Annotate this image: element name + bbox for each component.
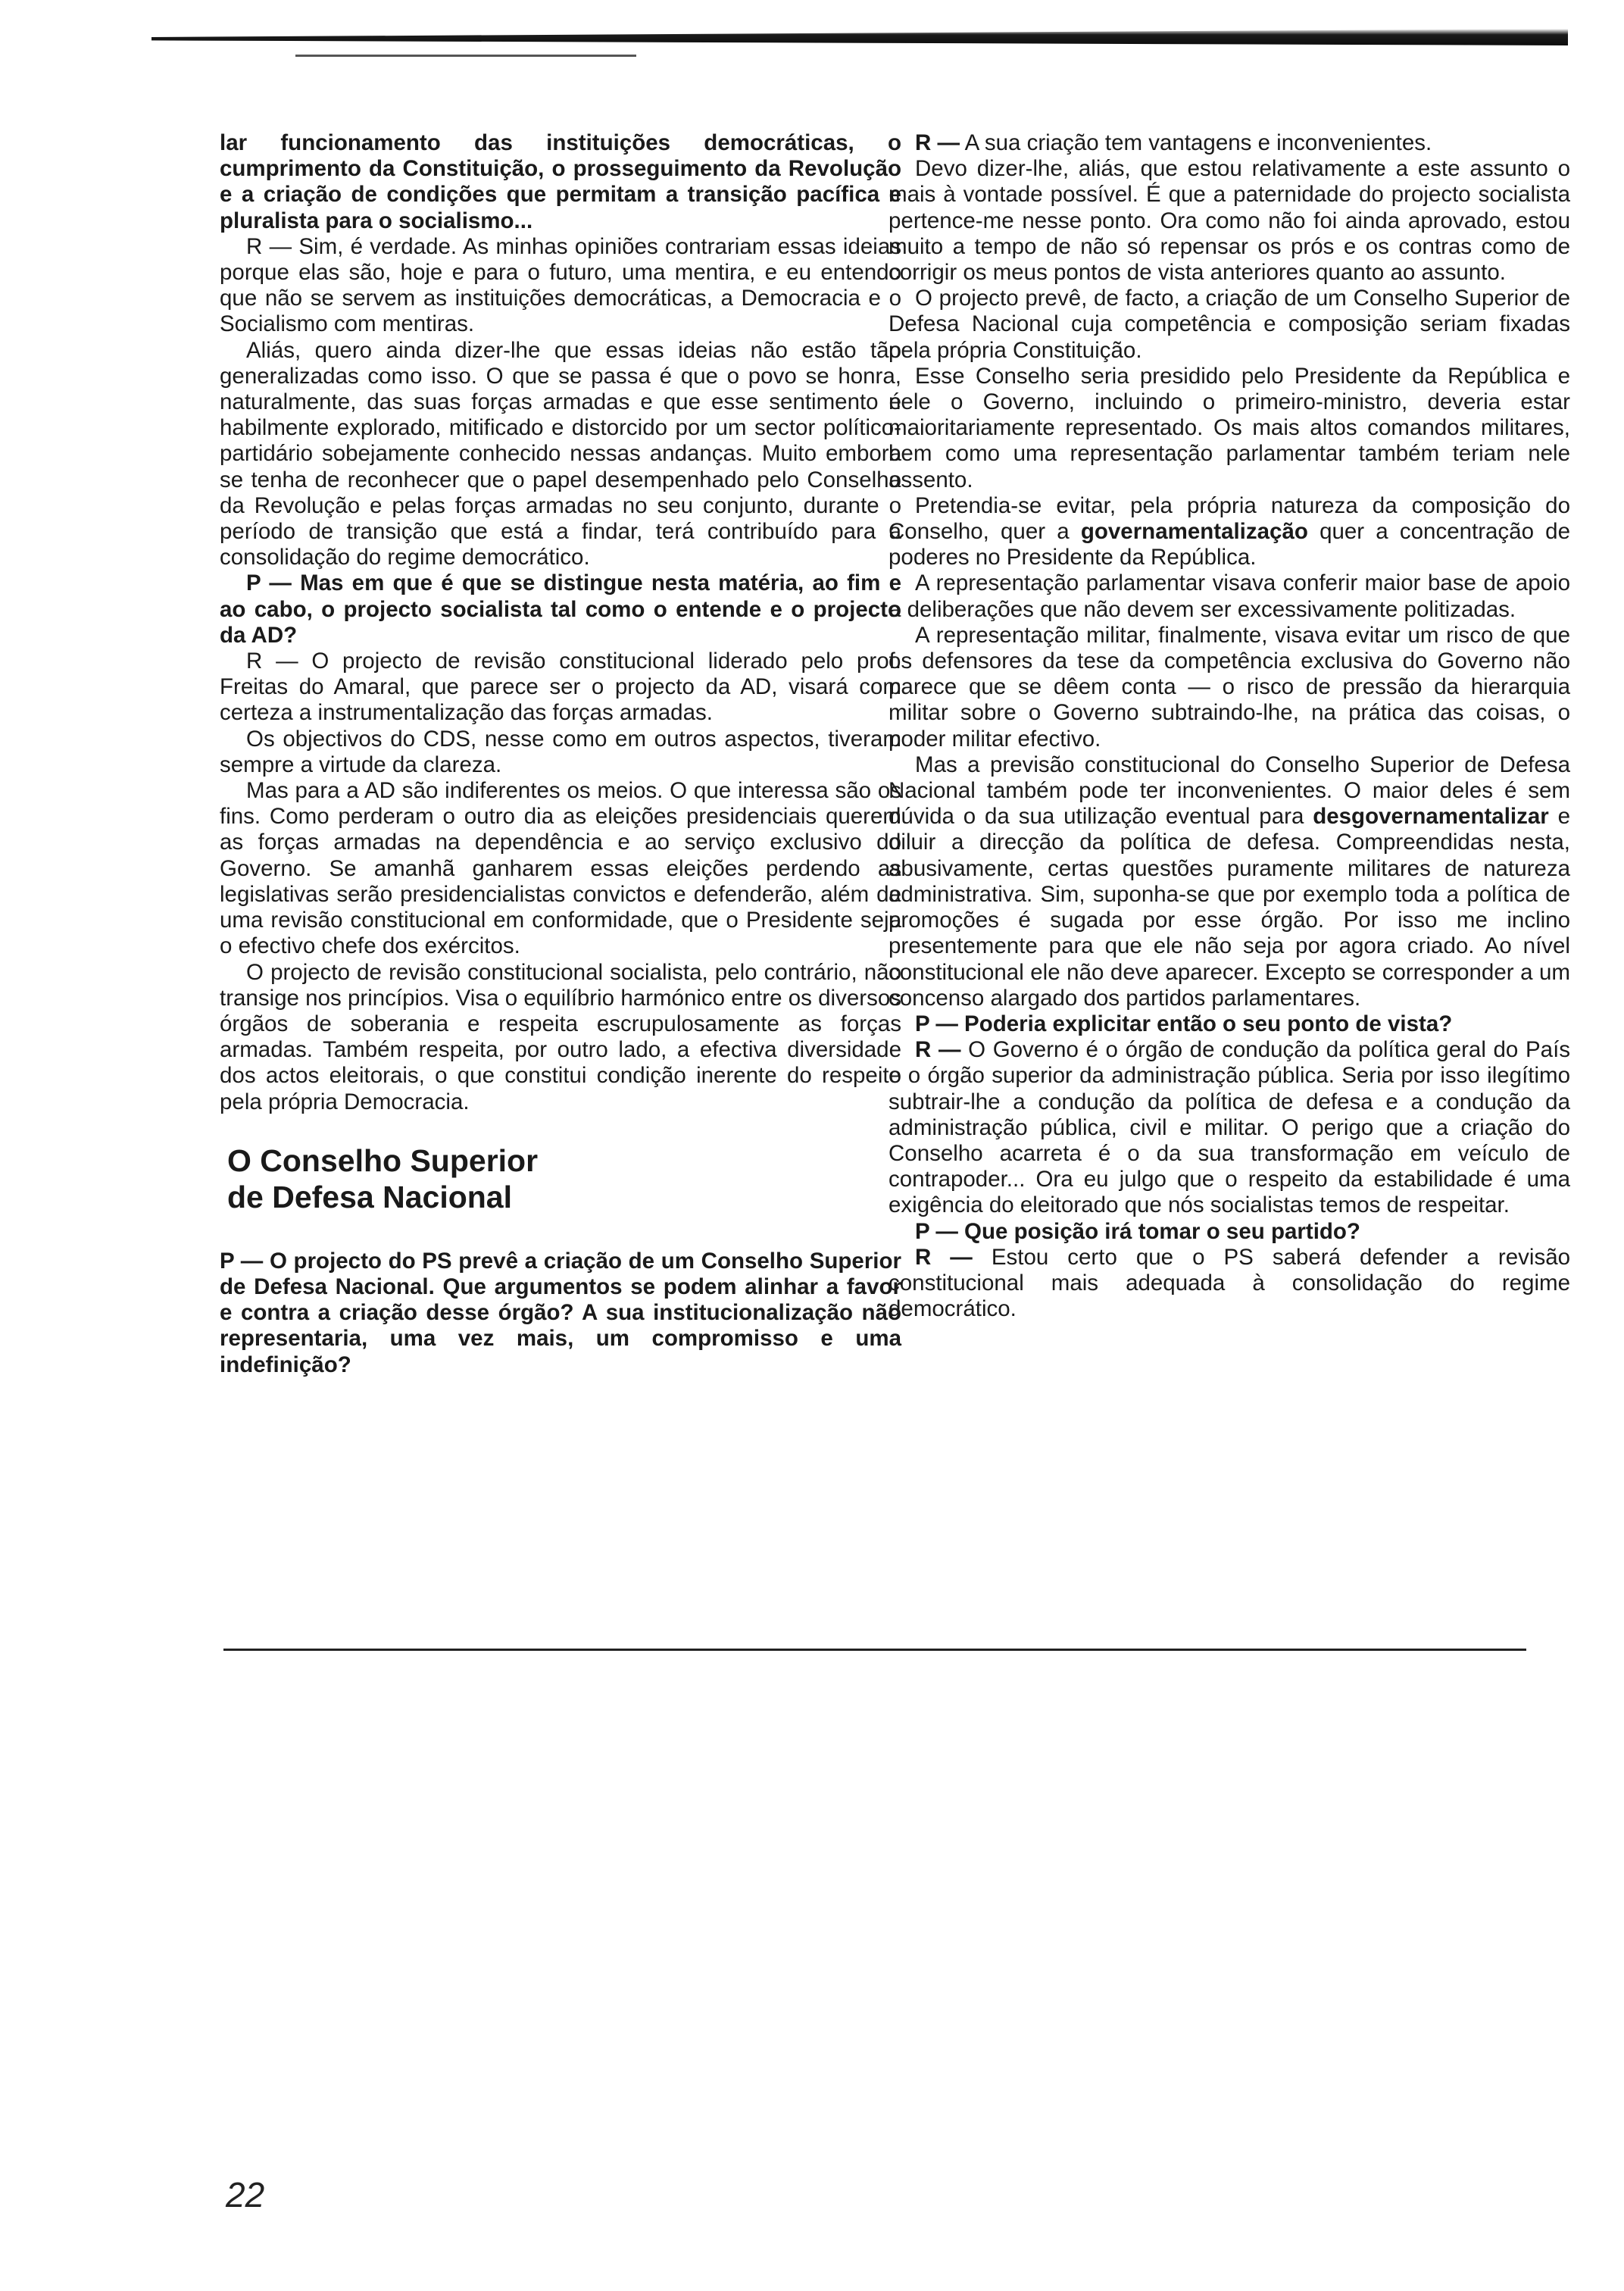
question-label: P — (246, 570, 292, 596)
body-paragraph: Mas para a AD são indiferentes os meios. O que interessa são os fins. Como perderam o outro dia as eleições presidenciais querem as forças armadas na dependência e ao serviço exclusivo do Governo. Se amanhã ganharem essas eleições perdendo as legislativas serão presidencialistas convictos e defenderão, além de uma revisão constitucional em conformidade, que o Presidente seja o efectivo chefe dos exércitos. (220, 778, 901, 959)
body-paragraph (889, 752, 1570, 1011)
answer-label: R — (246, 649, 298, 674)
text-span: e diluir a direcção da política de defesa. Compreendidas nesta, abusivamente, certas questões puramente militares de natureza administrativa. Sim, suponha-se que por exemplo toda a política de promoções é sugada por esse órgão. Por isso me inclino presentemente para que ele não seja por agora criado. Ao nível constitucional ele não deve aparecer. Excepto se corresponder a um concenso alargado dos partidos parlamentares. (889, 804, 1571, 1011)
answer-text: O Governo é o órgão de condução da política geral do País e o órgão superior da administração pública. Seria por isso ilegítimo subtrair-lhe a condução da política de defesa e a condução da administração pública, civil e militar. O perigo que a criação do Conselho acarreta é o da sua transformação em veículo de contrapoder... Ora eu julgo que o respeito da estabilidade é uma exigência do eleitorado que nós socialistas temos de respeitar. (889, 1037, 1571, 1218)
body-paragraph: Devo dizer-lhe, aliás, que estou relativamente a este assunto o mais à vontade possível. É que a paternidade do projecto socialista pertence-me nesse ponto. Ora como não foi ainda aprovado, estou muito a tempo de não só repensar os prós e os contras como de corrigir os meus pontos de vista anteriores quanto ao assunto. (889, 156, 1570, 286)
body-paragraph: A representação militar, finalmente, visava evitar um risco de que os defensores da tese da competência exclusiva do Governo não parece que se dêem conta — o risco de pressão da hierarquia militar sobre o Governo subtraindo-lhe, na prática das coisas, o poder militar efectivo. (889, 622, 1570, 752)
question-paragraph (889, 1011, 1570, 1037)
answer-label: R — (915, 1244, 973, 1270)
text-span: Pretendia-se evitar, pela própria natureza da composição do Conselho, quer a (889, 492, 1570, 545)
answer-paragraph (889, 1037, 1570, 1218)
body-paragraph: Aliás, quero ainda dizer-lhe que essas ideias não estão tão generalizadas como isso. O que se passa é que o povo se honra, naturalmente, das suas forças armadas e que esse sentimento é habilmente explorado, mitificado e distorcido por um sector político-partidário sobejamente conhecido nessas andanças. Muito embora se tenha de reconhecer que o papel desempenhado pelo Conselho da Revolução e pelas forças armadas no seu conjunto, durante o período de transição que está a findar, terá contribuído para a consolidação do regime democrático. (220, 337, 901, 570)
question-paragraph: P — O projecto do PS prevê a criação de um Conselho Superior de Defesa Nacional. Que argumentos se podem alinhar a favor e contra a criação desse órgão? A sua institucionalização não representaria, uma vez mais, um compromisso e uma indefinição? (220, 1248, 901, 1377)
answer-label: R — (246, 233, 292, 259)
emphasis-term: governamentalização (1080, 519, 1308, 545)
body-paragraph (889, 493, 1570, 571)
bottom-rule (223, 1649, 1526, 1651)
page-number: 22 (226, 2175, 265, 2214)
answer-text: O projecto de revisão constitucional liderado pelo prof. Freitas do Amaral, que parece ser o projecto da AD, visará com certeza a instrumentalização das forças armadas. (220, 649, 902, 726)
text-span: Mas a previsão constitucional do Conselho Superior de Defesa Nacional também pode ter inconvenientes. O maior deles é sem dúvida o da sua utilização eventual para (889, 752, 1570, 830)
question-paragraph (220, 570, 901, 649)
right-column (889, 130, 1570, 1322)
section-heading (227, 1142, 901, 1215)
answer-paragraph (220, 649, 901, 727)
question-label: P — (915, 1218, 958, 1244)
text-span: quer a concentração de poderes no Presidente da República. (889, 519, 1570, 570)
body-paragraph: Os objectivos do CDS, nesse como em outros aspectos, tiveram sempre a virtude da clareza. (220, 726, 901, 777)
question-label: P — (915, 1011, 958, 1036)
top-rule-thin (295, 55, 636, 57)
answer-label: R — (915, 130, 960, 155)
answer-paragraph (889, 130, 1570, 156)
question-text: Que posição irá tomar o seu partido? (964, 1218, 1360, 1244)
answer-paragraph (220, 234, 901, 338)
body-paragraph: Esse Conselho seria presidido pelo Presidente da República e nele o Governo, incluindo o primeiro-ministro, deveria estar maioritariamente representado. Os mais altos comandos militares, bem como uma representação parlamentar também teriam nele assento. (889, 363, 1570, 492)
question-paragraph (889, 1219, 1570, 1245)
answer-text: A sua criação tem vantagens e inconvenientes. (964, 130, 1432, 155)
body-paragraph: O projecto prevê, de facto, a criação de um Conselho Superior de Defesa Nacional cuja competência e composição seriam fixadas pela própria Constituição. (889, 286, 1570, 363)
emphasis-term: desgovernamentalizar (1313, 804, 1549, 830)
section-heading-line-1: O Conselho Superior (227, 1142, 539, 1178)
answer-text: Estou certo que o PS saberá defender a revisão constitucional mais adequada à consolidação do regime democrático. (889, 1244, 1571, 1322)
question-continuation: lar funcionamento das instituições democráticas, o cumprimento da Constituição, o prosseguimento da Revolução e a criação de condições que permitam a transição pacífica e pluralista para o socialismo... (220, 130, 901, 233)
body-paragraph: A representação parlamentar visava conferir maior base de apoio a deliberações que não devem ser excessivamente politizadas. (889, 570, 1570, 622)
answer-paragraph (889, 1245, 1570, 1323)
section-heading-line-2: de Defesa Nacional (227, 1179, 512, 1214)
body-paragraph: O projecto de revisão constitucional socialista, pelo contrário, não transige nos princípios. Visa o equilíbrio harmónico entre os diversos órgãos de soberania e respeita escrupulosamente as forças armadas. Também respeita, por outro lado, a efectiva diversidade dos actos eleitorais, o que constitui condição inerente do respeito pela própria Democracia. (220, 959, 901, 1114)
answer-text: Sim, é verdade. As minhas opiniões contrariam essas ideias porque elas são, hoje e para o futuro, uma mentira, e eu entendo que não se servem as instituições democráticas, a Democracia e o Socialismo com mentiras. (220, 233, 901, 337)
question-text: Mas em que é que se distingue nesta matéria, ao fim e ao cabo, o projecto socialista tal como o entende e o projecto da AD? (220, 570, 901, 648)
left-column (220, 130, 901, 1378)
answer-label: R — (915, 1037, 961, 1063)
question-text: Poderia explicitar então o seu ponto de vista? (964, 1011, 1453, 1036)
top-rule-thick (151, 29, 1568, 45)
